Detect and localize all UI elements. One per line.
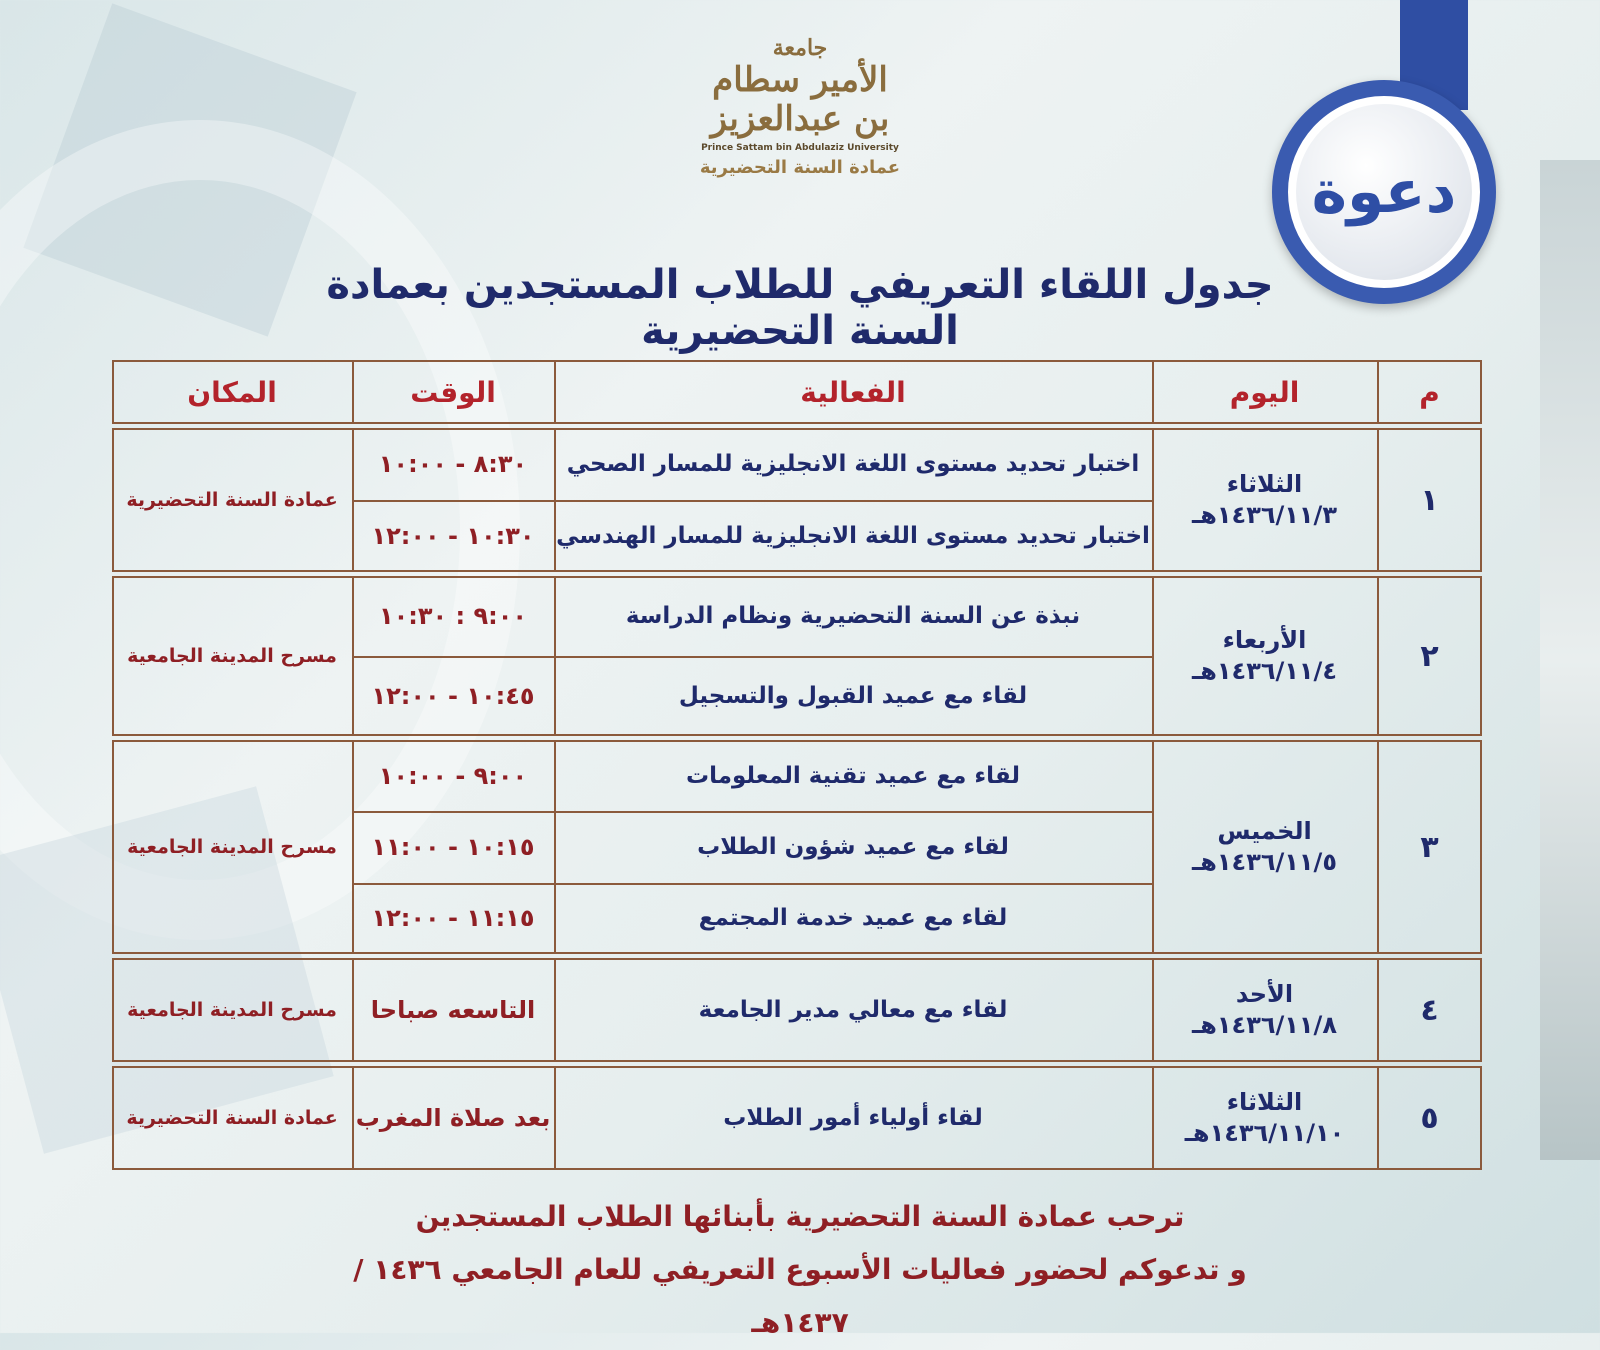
row-place: مسرح المدينة الجامعية — [127, 645, 337, 667]
table-border — [112, 360, 114, 424]
day-date: ١٤٣٦/١١/٥هـ — [1192, 848, 1337, 876]
day-date: ١٤٣٦/١١/٤هـ — [1192, 657, 1337, 685]
logo-dept: عمادة السنة التحضيرية — [699, 157, 901, 179]
row-day — [1152, 740, 1377, 954]
event-text: لقاء أولياء أمور الطلاب — [723, 1105, 983, 1131]
row-place: عمادة السنة التحضيرية — [126, 1107, 338, 1129]
event-text: لقاء مع عميد خدمة المجتمع — [698, 905, 1008, 932]
event-time: ١١:١٥ - ١٢:٠٠ — [371, 904, 535, 933]
event-time: ٩:٠٠ - ١٠:٠٠ — [378, 761, 528, 790]
table-border — [554, 360, 556, 424]
row-place: عمادة السنة التحضيرية — [126, 489, 338, 511]
header-place: المكان — [187, 375, 277, 409]
footer-line: و تدعوكم لحضور فعاليات الأسبوع التعريفي للعام الجامعي ١٤٣٦ / ١٤٣٧هـ — [353, 1253, 1247, 1340]
row-number: ٤ — [1420, 992, 1439, 1028]
row-day — [1152, 428, 1377, 572]
header-num: م — [1419, 375, 1440, 409]
event-text: نبذة عن السنة التحضيرية ونظام الدراسة — [625, 603, 1081, 629]
background-building — [1540, 160, 1600, 1160]
row-place: مسرح المدينة الجامعية — [127, 999, 337, 1021]
day-name: الأربعاء — [1222, 625, 1307, 654]
day-name: الأحد — [1235, 979, 1294, 1008]
event-text: لقاء مع عميد تقنية المعلومات — [686, 762, 1021, 789]
event-time: ١٠:٤٥ - ١٢:٠٠ — [371, 682, 535, 710]
logo-line: الأمير سطام — [712, 60, 888, 101]
event-text: اختبار تحديد مستوى اللغة الانجليزية للمسار الصحي — [566, 451, 1140, 477]
table-border — [352, 360, 354, 424]
table-border — [112, 422, 1482, 424]
row-number: ٣ — [1420, 829, 1439, 865]
schedule-table — [112, 360, 1482, 1160]
badge-inner — [1296, 104, 1472, 280]
footer — [300, 1190, 1300, 1350]
day-name: الثلاثاء — [1226, 1087, 1303, 1116]
day-date: ١٤٣٦/١١/١٠هـ — [1184, 1119, 1345, 1147]
event-time: بعد صلاة المغرب — [355, 1104, 551, 1132]
table-border — [1480, 360, 1482, 424]
event-text: اختبار تحديد مستوى اللغة الانجليزية للمسار الهندسي — [556, 523, 1150, 549]
day-name: الخميس — [1217, 816, 1312, 845]
row-number: ٥ — [1420, 1100, 1439, 1136]
row-number: ١ — [1420, 482, 1439, 518]
table-border — [112, 360, 1482, 362]
event-time: ٨:٣٠ - ١٠:٠٠ — [378, 450, 528, 478]
event-time: ١٠:٣٠ - ١٢:٠٠ — [371, 522, 535, 550]
badge-text: دعوة — [1311, 157, 1457, 227]
event-time: التاسعه صباحا — [370, 996, 536, 1024]
logo-line: بن عبدالعزيز — [710, 99, 890, 140]
logo-line: جامعة — [772, 35, 828, 61]
day-date: ١٤٣٦/١١/٣هـ — [1192, 501, 1337, 529]
row-day — [1152, 958, 1377, 1062]
event-time: ٩:٠٠ : ١٠:٣٠ — [378, 602, 528, 630]
event-time: ١٠:١٥ - ١١:٠٠ — [371, 832, 535, 861]
logo-english: Prince Sattam bin Abdulaziz University — [701, 143, 899, 154]
header-day: اليوم — [1229, 375, 1300, 409]
event-text: لقاء مع عميد شؤون الطلاب — [697, 833, 1009, 860]
table-border — [1377, 360, 1379, 424]
header-event: الفعالية — [800, 375, 906, 409]
table-border — [1152, 360, 1154, 424]
header-time: الوقت — [410, 375, 496, 409]
event-text: لقاء مع معالي مدير الجامعة — [698, 997, 1008, 1023]
row-number: ٢ — [1420, 638, 1439, 674]
row-place: مسرح المدينة الجامعية — [127, 836, 337, 858]
page-title: جدول اللقاء التعريفي للطلاب المستجدين بعمادة السنة التحضيرية — [326, 262, 1274, 354]
row-day — [1152, 576, 1377, 736]
footer-line: ترحب عمادة السنة التحضيرية بأبنائها الطلاب المستجدين — [415, 1200, 1185, 1233]
day-name: الثلاثاء — [1226, 469, 1303, 498]
event-text: لقاء مع عميد القبول والتسجيل — [678, 683, 1028, 709]
invitation-badge — [1272, 80, 1496, 304]
day-date: ١٤٣٦/١١/٨هـ — [1192, 1011, 1337, 1039]
row-day — [1152, 1066, 1377, 1170]
university-logo — [680, 36, 920, 236]
